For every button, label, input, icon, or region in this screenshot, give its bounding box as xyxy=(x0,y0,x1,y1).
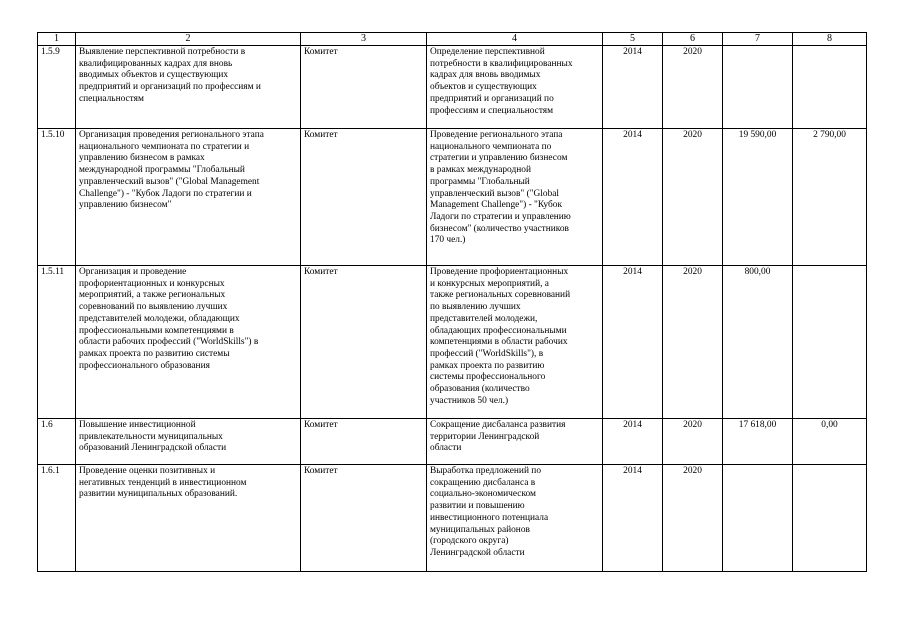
item-end-year: 2020 xyxy=(663,129,723,266)
item-value-7: 17 618,00 xyxy=(723,419,793,465)
item-value-8: 2 790,00 xyxy=(793,129,867,266)
table-row xyxy=(38,465,867,572)
header-cell: 8 xyxy=(793,33,867,46)
item-value-7 xyxy=(723,465,793,572)
table-header-row xyxy=(38,33,867,46)
header-cell: 2 xyxy=(76,33,301,46)
item-value-7: 800,00 xyxy=(723,266,793,419)
table-row xyxy=(38,129,867,266)
item-start-year: 2014 xyxy=(603,419,663,465)
item-code: 1.5.11 xyxy=(38,266,76,419)
item-executor: Комитет xyxy=(301,419,427,465)
program-table xyxy=(37,32,867,572)
table-row xyxy=(38,266,867,419)
item-value-7 xyxy=(723,46,793,129)
header-cell: 1 xyxy=(38,33,76,46)
item-executor: Комитет xyxy=(301,465,427,572)
header-cell: 4 xyxy=(427,33,603,46)
item-name: Проведение оценки позитивных и негативных тенденций в инвестиционном развитии муниципальных образований. xyxy=(76,465,301,572)
item-end-year: 2020 xyxy=(663,266,723,419)
item-executor: Комитет xyxy=(301,46,427,129)
item-result: Выработка предложений по сокращению дисбаланса в социально-экономическом развитии и повышению инвестиционного потенциала муниципальных районов (городского округа) Ленинградской области xyxy=(427,465,603,572)
header-cell: 6 xyxy=(663,33,723,46)
item-name: Организация проведения регионального этапа национального чемпионата по стратегии и управлению бизнесом в рамках международной программы "Глобальный управленческий вызов" ("Global Management Challenge") - "Кубок Ладоги по стратегии и управлению бизнесом" xyxy=(76,129,301,266)
item-result: Сокращение дисбаланса развития территории Ленинградской области xyxy=(427,419,603,465)
item-code: 1.6 xyxy=(38,419,76,465)
item-start-year: 2014 xyxy=(603,266,663,419)
item-executor: Комитет xyxy=(301,129,427,266)
item-value-8: 0,00 xyxy=(793,419,867,465)
header-cell: 7 xyxy=(723,33,793,46)
item-name: Выявление перспективной потребности в квалифицированных кадрах для вновь вводимых объектов и существующих предприятий и организаций по профессиям и специальностям xyxy=(76,46,301,129)
item-start-year: 2014 xyxy=(603,129,663,266)
item-name: Повышение инвестиционной привлекательности муниципальных образований Ленинградской области xyxy=(76,419,301,465)
item-result: Проведение профориентационных и конкурсных мероприятий, а также региональных соревнований по выявлению лучших представителей молодежи, обладающих профессиональными компетенциями в области рабочих профессий ("WorldSkills"), в рамках проекта по развитию системы профессионального образования (количество участников 50 чел.) xyxy=(427,266,603,419)
item-code: 1.5.10 xyxy=(38,129,76,266)
item-end-year: 2020 xyxy=(663,419,723,465)
item-code: 1.5.9 xyxy=(38,46,76,129)
item-result: Проведение регионального этапа национального чемпионата по стратегии и управлению бизнесом в рамках международной программы "Глобальный управленческий вызов" ("Global Management Challenge") - "Кубок Ладоги по стратегии и управлению бизнесом" (количество участников 170 чел.) xyxy=(427,129,603,266)
item-value-8 xyxy=(793,46,867,129)
item-end-year: 2020 xyxy=(663,46,723,129)
header-cell: 5 xyxy=(603,33,663,46)
item-code: 1.6.1 xyxy=(38,465,76,572)
item-value-7: 19 590,00 xyxy=(723,129,793,266)
item-value-8 xyxy=(793,465,867,572)
table-row xyxy=(38,419,867,465)
header-cell: 3 xyxy=(301,33,427,46)
item-result: Определение перспективной потребности в квалифицированных кадрах для вновь вводимых объектов и существующих предприятий и организаций по профессиям и специальностям xyxy=(427,46,603,129)
item-start-year: 2014 xyxy=(603,46,663,129)
item-name: Организация и проведение профориентационных и конкурсных мероприятий, а также региональных соревнований по выявлению лучших представителей молодежи, обладающих профессиональными компетенциями в области рабочих профессий ("WorldSkills") в рамках проекта по развитию системы профессионального образования xyxy=(76,266,301,419)
table-row xyxy=(38,46,867,129)
item-executor: Комитет xyxy=(301,266,427,419)
item-start-year: 2014 xyxy=(603,465,663,572)
item-end-year: 2020 xyxy=(663,465,723,572)
item-value-8 xyxy=(793,266,867,419)
